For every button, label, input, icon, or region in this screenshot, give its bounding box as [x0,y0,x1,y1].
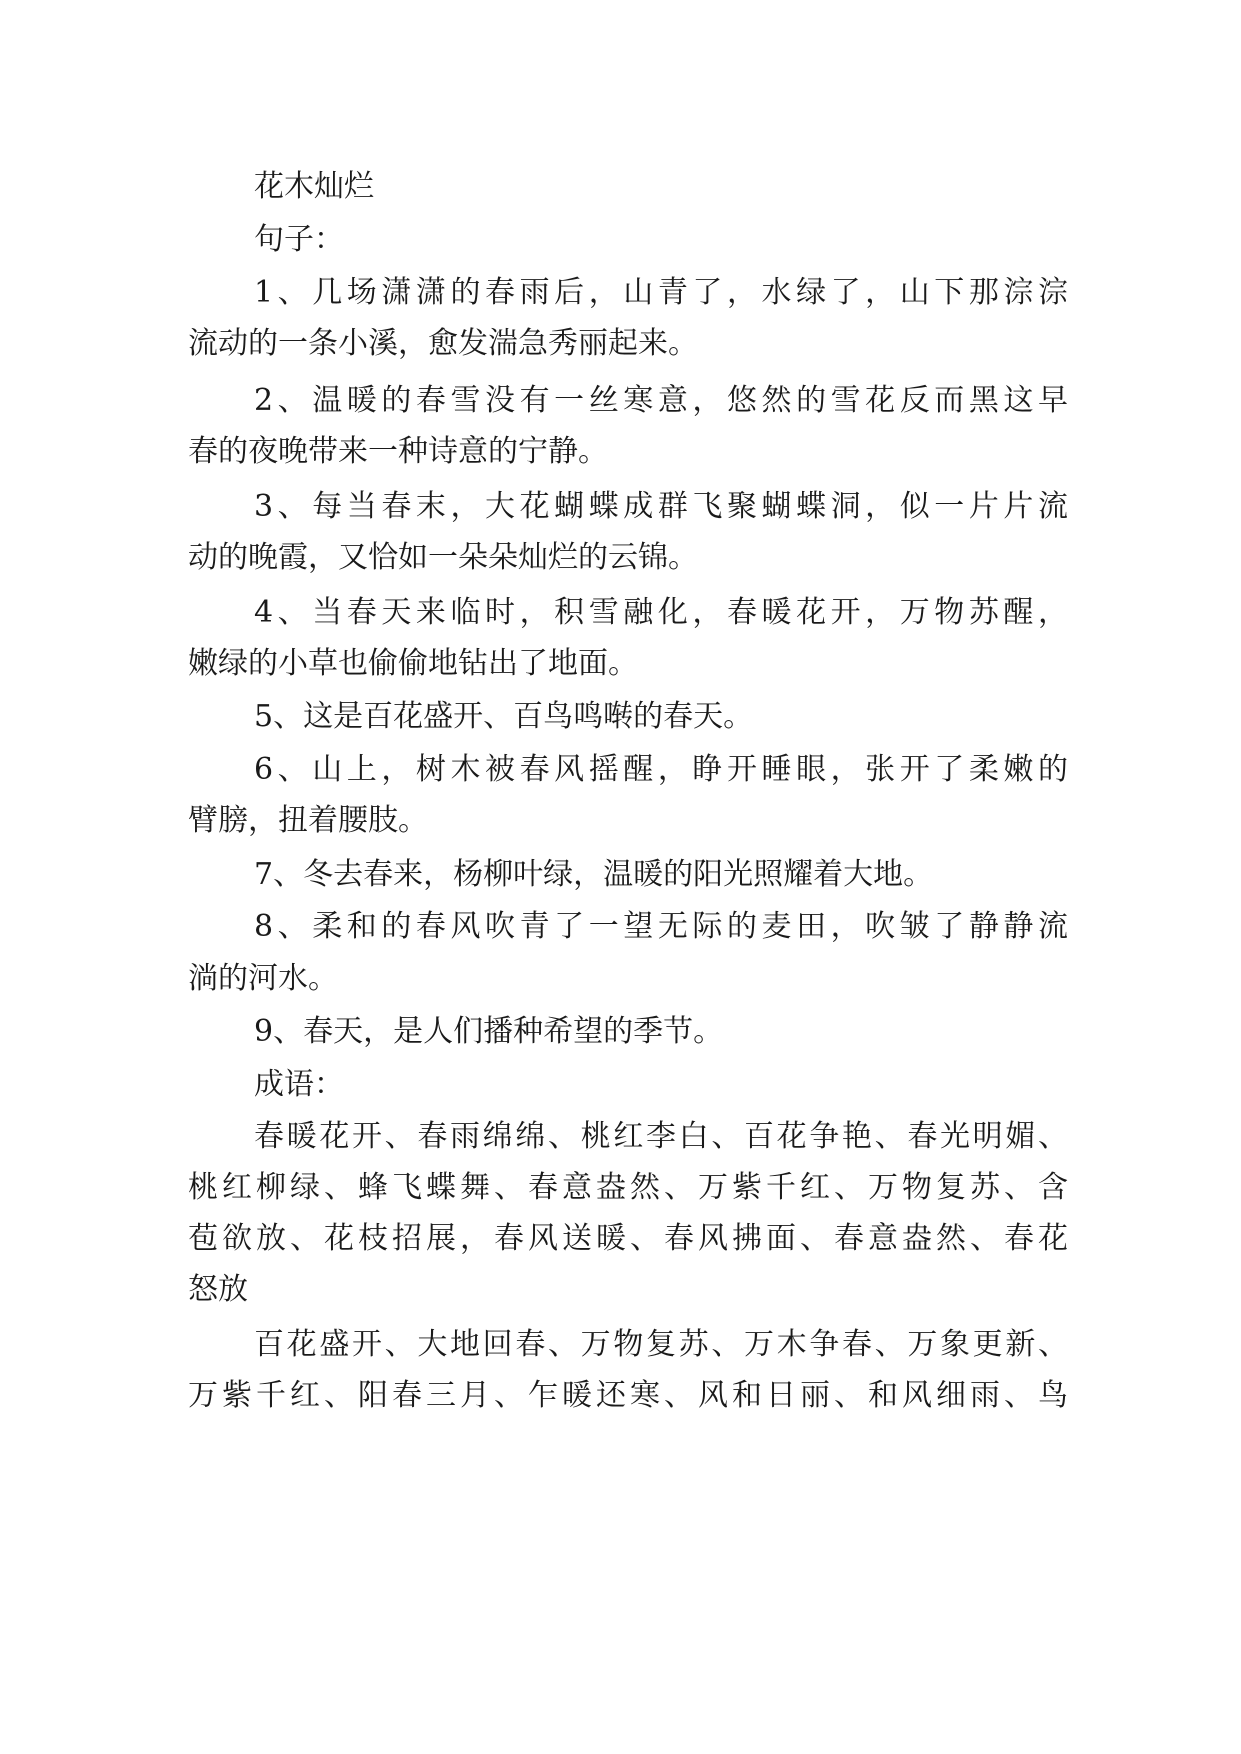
idioms-1-line-1: 春暖花开、春雨绵绵、桃红李白、百花争艳、春光明媚、 [254,1119,1068,1154]
idioms-1-line-4: 怒放 [188,1272,248,1307]
sentence-1-line-2: 流动的一条小溪，愈发湍急秀丽起来。 [188,326,698,361]
sentence-9: 9、春天，是人们播种希望的季节。 [254,1014,724,1049]
sentence-5: 5、这是百花盛开、百鸟鸣啭的春天。 [254,699,754,734]
sentence-8-line-1: 8、柔和的春风吹青了一望无际的麦田，吹皱了静静流 [254,909,1068,944]
sentence-1-line-1: 1、几场潇潇的春雨后，山青了，水绿了，山下那淙淙 [254,275,1068,310]
sentence-4-line-1: 4、当春天来临时，积雪融化，春暖花开，万物苏醒， [254,595,1068,630]
sentence-7: 7、冬去春来，杨柳叶绿，温暖的阳光照耀着大地。 [254,857,934,892]
heading-sentences: 句子： [254,222,344,257]
sentence-2-line-1: 2、温暖的春雪没有一丝寒意，悠然的雪花反而黑这早 [254,383,1068,418]
section-title: 花木灿烂 [254,169,374,204]
idioms-1-line-2: 桃红柳绿、蜂飞蝶舞、春意盎然、万紫千红、万物复苏、含 [188,1170,1068,1205]
heading-idioms: 成语： [254,1067,344,1102]
sentence-4-line-2: 嫩绿的小草也偷偷地钻出了地面。 [188,646,638,681]
idioms-2-line-1: 百花盛开、大地回春、万物复苏、万木争春、万象更新、 [254,1327,1068,1362]
idioms-1-line-3: 苞欲放、花枝招展，春风送暖、春风拂面、春意盎然、春花 [188,1221,1068,1256]
sentence-8-line-2: 淌的河水。 [188,961,338,996]
sentence-3-line-1: 3、每当春末，大花蝴蝶成群飞聚蝴蝶洞，似一片片流 [254,489,1068,524]
sentence-6-line-2: 臂膀，扭着腰肢。 [188,803,428,838]
idioms-2-line-2: 万紫千红、阳春三月、乍暖还寒、风和日丽、和风细雨、鸟 [188,1378,1068,1413]
sentence-6-line-1: 6、山上，树木被春风摇醒，睁开睡眼，张开了柔嫩的 [254,752,1068,787]
sentence-3-line-2: 动的晚霞，又恰如一朵朵灿烂的云锦。 [188,540,698,575]
sentence-2-line-2: 春的夜晚带来一种诗意的宁静。 [188,434,608,469]
